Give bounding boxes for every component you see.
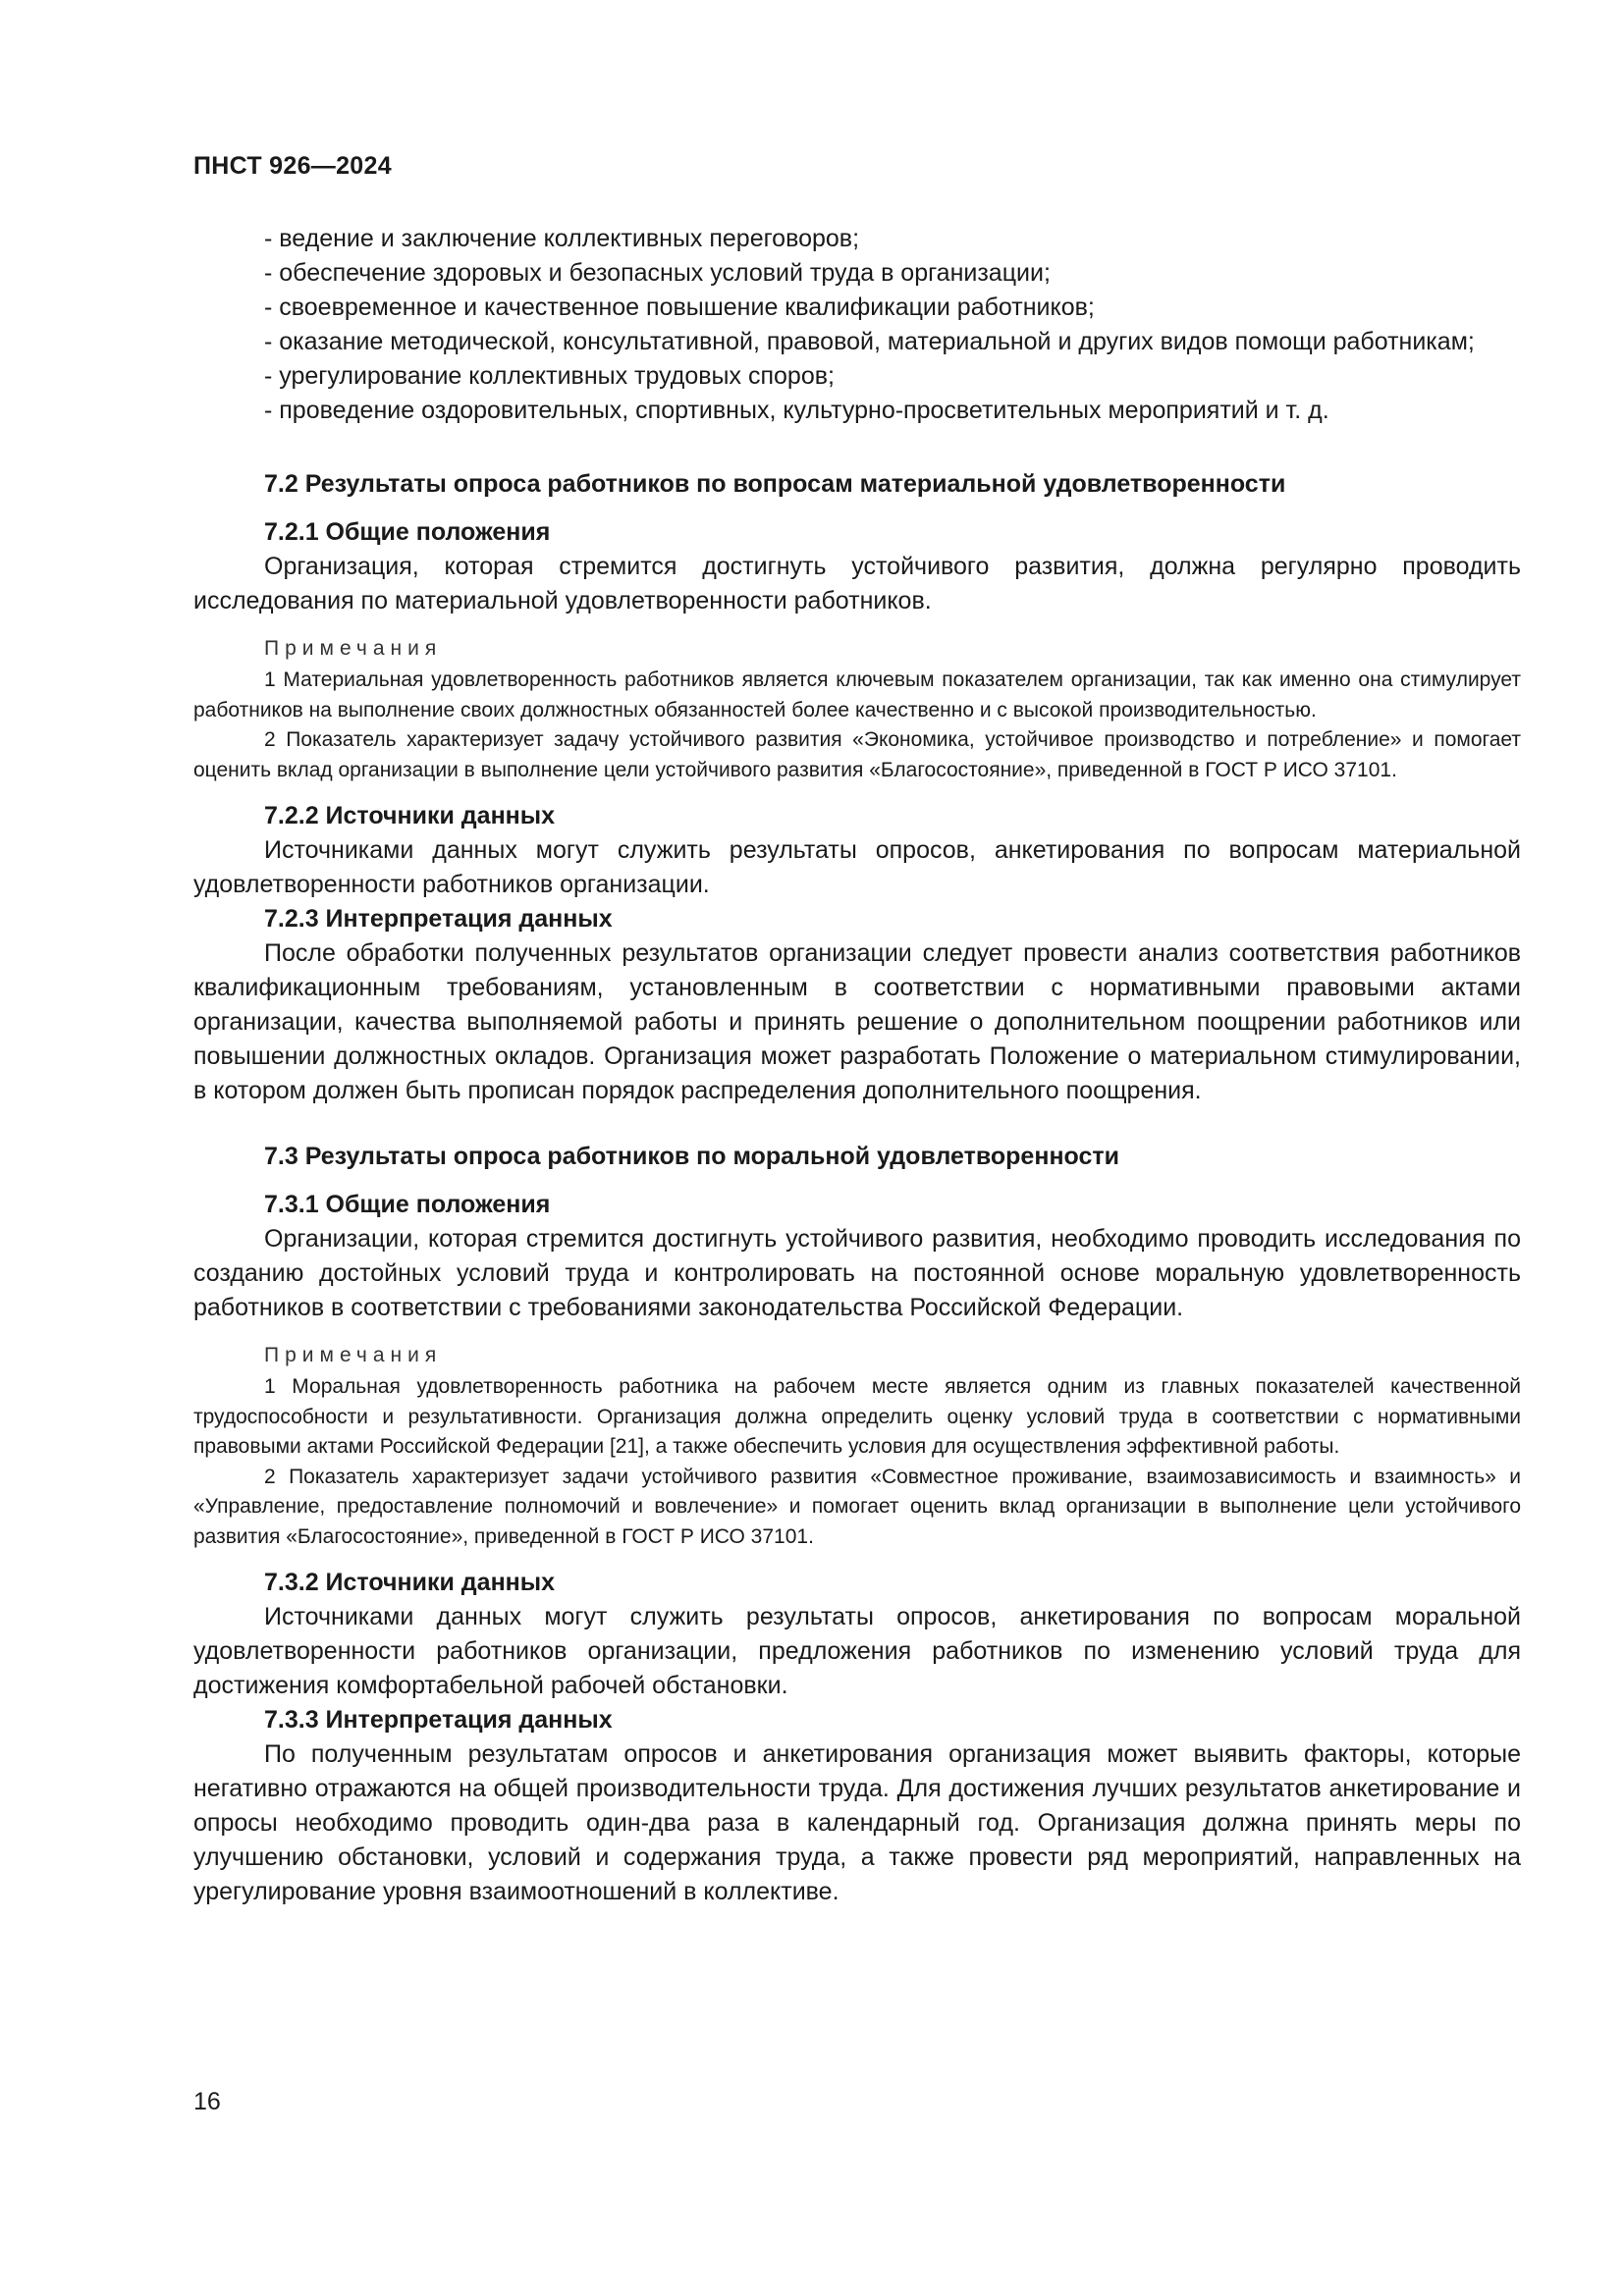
section-7-3-title: 7.3 Результаты опроса работников по моральной удовлетворенности <box>264 1143 1119 1170</box>
section-7-2-1-text: Организация, которая стремится достигнуть устойчивого развития, должна регулярно проводить исследования по материальной удовлетворенности работников. <box>193 553 1521 614</box>
list-item: - обеспечение здоровых и безопасных условий труда в организации; <box>264 259 1051 287</box>
list-item: - своевременное и качественное повышение квалификации работников; <box>264 294 1095 321</box>
section-7-3-1-text: Организации, которая стремится достигнуть устойчивого развития, необходимо проводить исследования по созданию достойных условий труда и контролировать на постоянной основе моральную удовлетворенность работников в соответствии с требованиями законодательства Российской Федерации. <box>193 1225 1521 1321</box>
section-7-2-1-title: 7.2.1 Общие положения <box>264 518 551 546</box>
page-body <box>193 222 1521 1909</box>
section-7-3-3-text: По полученным результатам опросов и анкетирования организация может выявить факторы, которые негативно отражаются на общей производительности труда. Для достижения лучших результатов анкетирование и опросы необходимо проводить один-два раза в календарный год. Организация должна принять меры по улучшению обстановки, условий и содержания труда, а также провести ряд мероприятий, направленных на урегулирование уровня взаимоотношений в коллективе. <box>193 1740 1521 1905</box>
section-7-2-2-text: Источниками данных могут служить результаты опросов, анкетирования по вопросам материальной удовлетворенности работников организации. <box>193 836 1521 898</box>
note-1: 1 Материальная удовлетворенность работников является ключевым показателем организации, так как именно она стимулирует работников на выполнение своих должностных обязанностей более качественно и с высокой производительностью. <box>193 668 1521 721</box>
document-code-header: ПНСТ 926—2024 <box>193 152 392 180</box>
section-7-3-2-title: 7.3.2 Источники данных <box>264 1569 556 1596</box>
note-2: 2 Показатель характеризует задачи устойчивого развития «Совместное проживание, взаимозависимость и взаимность» и «Управление, предоставление полномочий и вовлечение» и помогает оценить вклад организации в выполнение цели устойчивого развития «Благосостояние», приведенной в ГОСТ Р ИСО 37101. <box>193 1465 1521 1548</box>
note-2: 2 Показатель характеризует задачу устойчивого развития «Экономика, устойчивое производство и потребление» и помогает оценить вклад организации в выполнение цели устойчивого развития «Благосостояние», приведенной в ГОСТ Р ИСО 37101. <box>193 728 1521 781</box>
section-7-3-1-title: 7.3.1 Общие положения <box>264 1191 551 1218</box>
intro-list <box>193 222 1521 428</box>
section-7-2-2-title: 7.2.2 Источники данных <box>264 802 556 829</box>
section-7-2-title: 7.2 Результаты опроса работников по вопросам материальной удовлетворенности <box>264 470 1286 498</box>
section-7-3-3-title: 7.3.3 Интерпретация данных <box>264 1706 613 1734</box>
notes-label: Примечания <box>264 637 443 660</box>
note-1: 1 Моральная удовлетворенность работника на рабочем месте является одним из главных показателей качественной трудоспособности и результативности. Организация должна определить оценку условий труда в соответствии с нормативными правовыми актами Российской Федерации [21], а также обеспечить условия для осуществления эффективной работы. <box>193 1375 1521 1458</box>
list-item: - оказание методической, консультативной, правовой, материальной и других видов помощи работникам; <box>264 328 1475 355</box>
notes-label: Примечания <box>264 1344 443 1366</box>
section-7-2-3-title: 7.2.3 Интерпретация данных <box>264 905 613 933</box>
list-item: - проведение оздоровительных, спортивных, культурно-просветительных мероприятий и т. д. <box>264 397 1329 424</box>
list-item: - урегулирование коллективных трудовых споров; <box>264 362 835 390</box>
list-item: - ведение и заключение коллективных переговоров; <box>264 225 860 252</box>
section-7-2-3-text: После обработки полученных результатов организации следует провести анализ соответствия работников квалификационным требованиям, установленным в соответствии с нормативными правовыми актами организации, качества выполняемой работы и принять решение о дополнительном поощрении работников или повышении должностных окладов. Организация может разработать Положение о материальном стимулировании, в котором должен быть прописан порядок распределения дополнительного поощрения. <box>193 939 1521 1104</box>
section-7-3-2-text: Источниками данных могут служить результаты опросов, анкетирования по вопросам моральной удовлетворенности работников организации, предложения работников по изменению условий труда для достижения комфортабельной рабочей обстановки. <box>193 1603 1521 1699</box>
page-number: 16 <box>193 2088 221 2115</box>
